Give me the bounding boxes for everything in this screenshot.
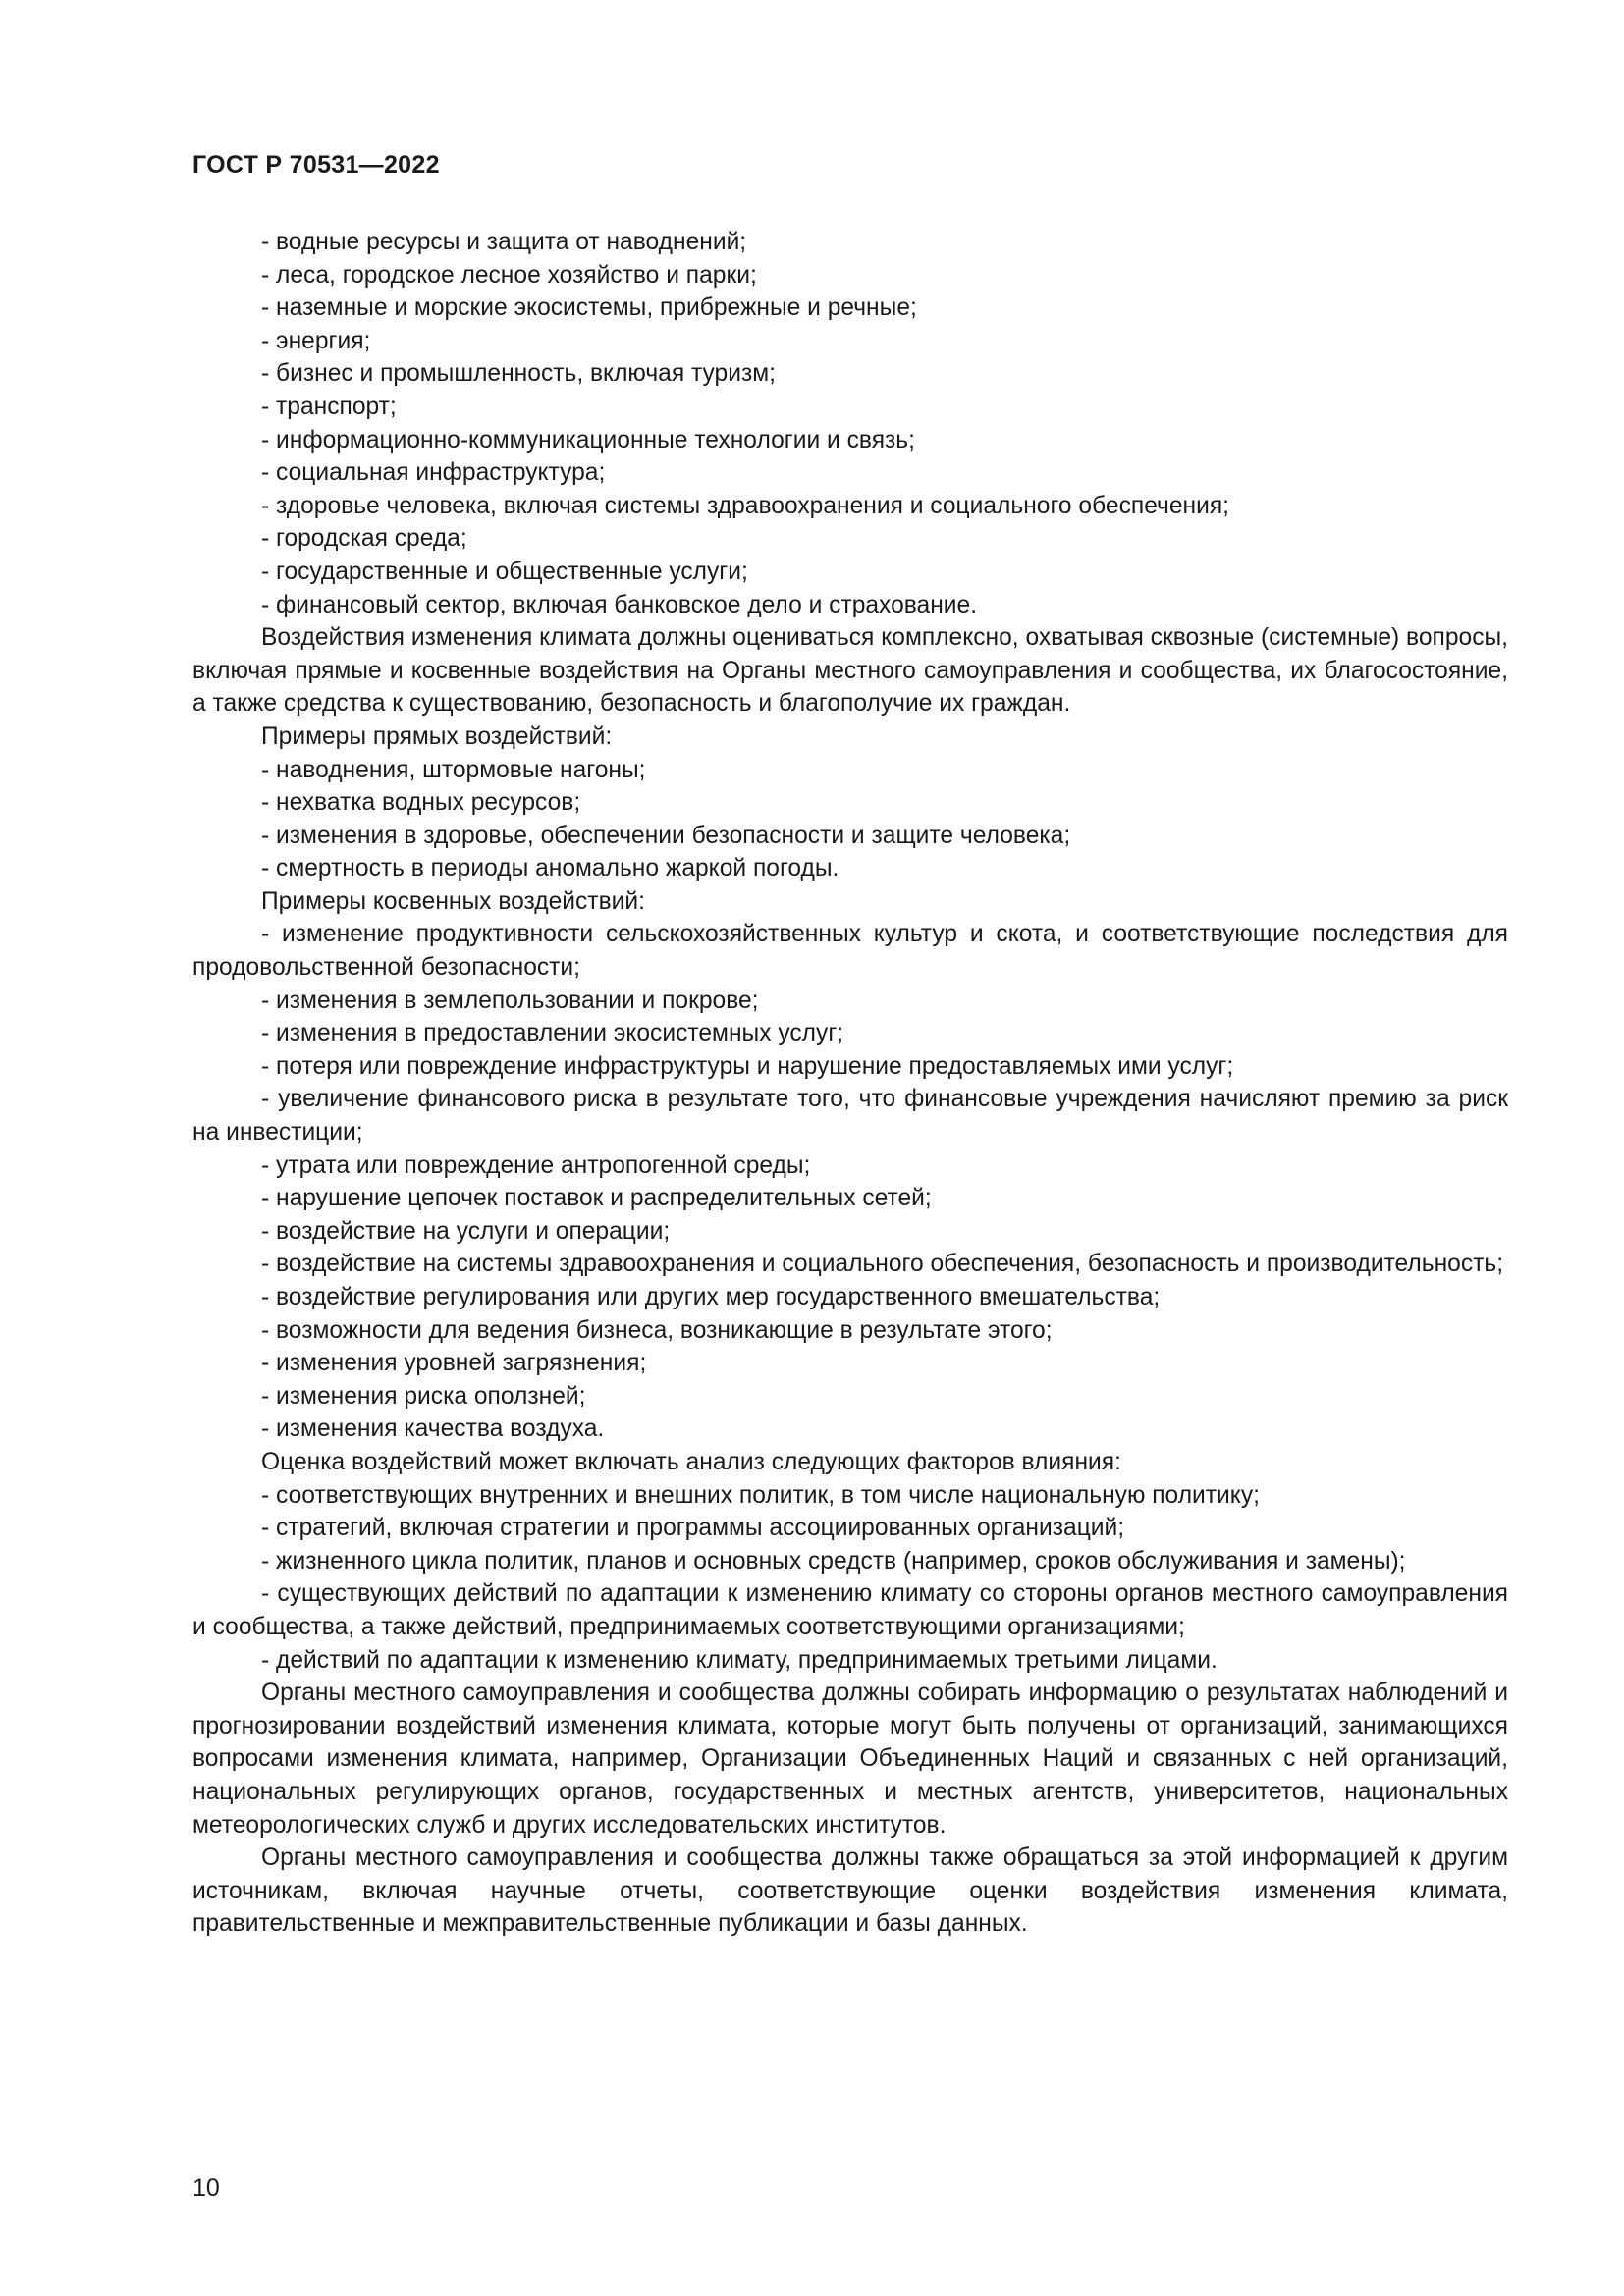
list-item: - воздействие на услуги и операции;: [261, 1217, 671, 1245]
list-item: - жизненного цикла политик, планов и основных средств (например, сроков обслуживания и замены);: [261, 1547, 1406, 1575]
list-item: - соответствующих внутренних и внешних политик, в том числе национальную политику;: [261, 1481, 1260, 1509]
list-item: - бизнес и промышленность, включая туризм;: [261, 360, 776, 388]
list-item: - воздействие на системы здравоохранения и социального обеспечения, безопасность и производительность;: [261, 1251, 1504, 1278]
list-item: - нарушение цепочек поставок и распределительных сетей;: [261, 1185, 932, 1212]
list-item: - существующих действий по адаптации к изменению климату со стороны органов местного самоуправления и сообщества, а также действий, предпринимаемых соответствующими организациями;: [192, 1580, 1508, 1640]
list-item: - возможности для ведения бизнеса, возникающие в результате этого;: [261, 1316, 1053, 1344]
sector-list: [192, 226, 1508, 621]
list-item: - изменения качества воздуха.: [261, 1415, 605, 1443]
list-item: - изменения в предоставлении экосистемных услуг;: [261, 1020, 844, 1047]
document-id: ГОСТ Р 70531—2022: [192, 151, 440, 179]
list-item: - транспорт;: [261, 393, 397, 420]
list-item: - наземные и морские экосистемы, прибрежные и речные;: [261, 294, 917, 322]
indirect-impacts-list: [192, 918, 1508, 1446]
assessment-list: [192, 1479, 1508, 1678]
list-item: - социальная инфраструктура;: [261, 459, 606, 487]
list-item: - изменение продуктивности сельскохозяйственных культур и скота, и соответствующие последствия для продовольственной безопасности;: [192, 921, 1508, 982]
list-item: - энергия;: [261, 327, 371, 354]
list-item: - изменения уровней загрязнения;: [261, 1350, 647, 1377]
list-item: - изменения риска оползней;: [261, 1382, 586, 1410]
list-item: - леса, городское лесное хозяйство и парки;: [261, 261, 757, 289]
direct-impacts-list: [192, 754, 1508, 885]
list-item: - изменения в здоровье, обеспечении безопасности и защите человека;: [261, 822, 1071, 849]
body-text: [192, 226, 1508, 1941]
list-item: - наводнения, штормовые нагоны;: [261, 756, 646, 783]
list-item: - смертность в периоды аномально жаркой погоды.: [261, 855, 839, 882]
list-item: - утрата или повреждение антропогенной среды;: [261, 1151, 811, 1179]
list-item: - воздействие регулирования или других мер государственного вмешательства;: [261, 1284, 1161, 1310]
indirect-impacts-heading: Примеры косвенных воздействий:: [261, 887, 645, 915]
list-item: - здоровье человека, включая системы здравоохранения и социального обеспечения;: [261, 492, 1230, 519]
list-item: - информационно-коммуникационные технологии и связь;: [261, 426, 915, 454]
direct-impacts-heading: Примеры прямых воздействий:: [261, 722, 613, 750]
list-item: - действий по адаптации к изменению климату, предпринимаемых третьими лицами.: [261, 1646, 1218, 1674]
list-item: - государственные и общественные услуги;: [261, 558, 748, 585]
paragraph-other-sources: Органы местного самоуправления и сообщества должны также обращаться за этой информацией к другим источникам, включая научные отчеты, соответствующие оценки воздействия изменения климата, правительственные и межправительственные публикации и базы данных.: [192, 1844, 1508, 1938]
paragraph-collect-info: Органы местного самоуправления и сообщества должны собирать информацию о результатах наблюдений и прогнозировании воздействий изменения климата, которые могут быть получены от организаций, занимающихся вопросами изменения климата, например, Организации Объединенных Наций и связанных с ней организаций, национальных регулирующих органов, государственных и местных агентств, университетов, национальных метеорологических служб и других исследовательских институтов.: [192, 1680, 1508, 1839]
list-item: - нехватка водных ресурсов;: [261, 789, 581, 817]
list-item: - городская среда;: [261, 525, 467, 553]
paragraph-impacts: Воздействия изменения климата должны оцениваться комплексно, охватывая сквозные (системные) вопросы, включая прямые и косвенные воздействия на Органы местного самоуправления и сообщества, их благосостояние, а также средства к существованию, безопасность и благополучие их граждан.: [192, 624, 1508, 718]
list-item: - финансовый сектор, включая банковское дело и страхование.: [261, 591, 978, 618]
list-item: - увеличение финансового риска в результате того, что финансовые учреждения начисляют премию за риск на инвестиции;: [192, 1086, 1508, 1147]
list-item: - стратегий, включая стратегии и программы ассоциированных организаций;: [261, 1515, 1125, 1542]
list-item: - изменения в землепользовании и покрове;: [261, 987, 759, 1014]
list-item: - потеря или повреждение инфраструктуры и нарушение предоставляемых ими услуг;: [261, 1052, 1234, 1080]
list-item: - водные ресурсы и защита от наводнений;: [261, 229, 747, 255]
assessment-heading: Оценка воздействий может включать анализ следующих факторов влияния:: [261, 1448, 1121, 1475]
page-number: 10: [192, 2174, 220, 2202]
